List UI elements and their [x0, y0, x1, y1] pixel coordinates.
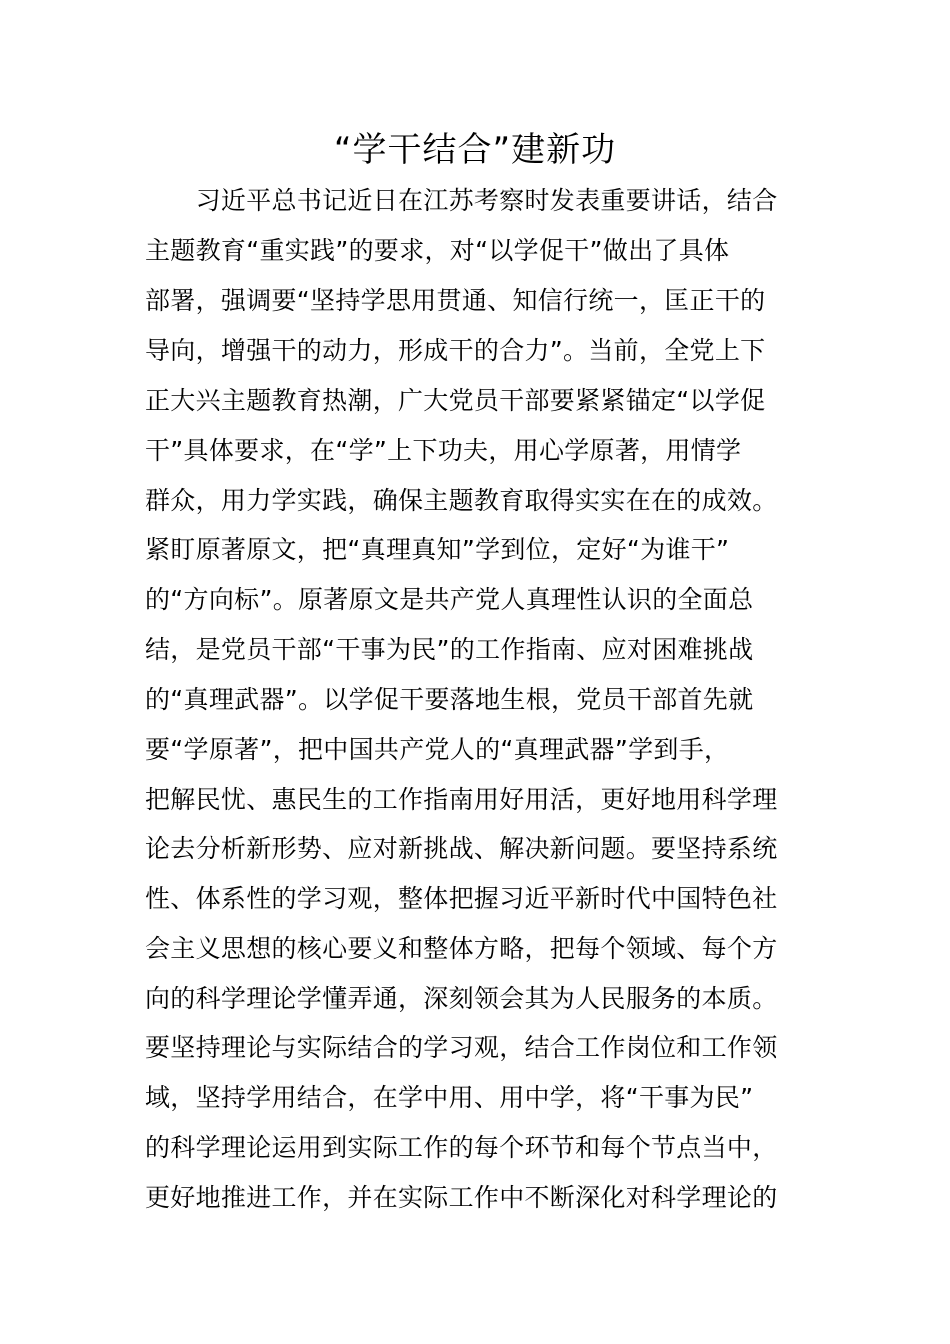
- body-line: 群众，用力学实践，确保主题教育取得实实在在的成效。: [145, 486, 778, 515]
- body-line: 性、体系性的学习观，整体把握习近平新时代中国特色社: [145, 884, 778, 913]
- body-line: 的科学理论运用到实际工作的每个环节和每个节点当中，: [145, 1133, 778, 1162]
- body-line: 正大兴主题教育热潮，广大党员干部要紧紧锚定“以学促: [145, 386, 766, 415]
- body-line: 向的科学理论学懂弄通，深刻领会其为人民服务的本质。: [145, 984, 778, 1013]
- body-line: 更好地推进工作，并在实际工作中不断深化对科学理论的: [145, 1183, 778, 1212]
- body-line: 要坚持理论与实际结合的学习观，结合工作岗位和工作领: [145, 1033, 778, 1062]
- body-line: 主题教育“重实践”的要求，对“以学促干”做出了具体: [145, 236, 730, 265]
- body-line: 结，是党员干部“干事为民”的工作指南、应对困难挑战: [145, 635, 754, 664]
- body-line: 部署，强调要“坚持学思用贯通、知信行统一，匡正干的: [145, 286, 766, 315]
- body-line: 的“真理武器”。以学促干要落地生根，党员干部首先就: [145, 685, 754, 714]
- body-line: 的“方向标”。原著原文是共产党人真理性认识的全面总: [145, 585, 754, 614]
- body-line: 紧盯原著原文，把“真理真知”学到位，定好“为谁干”: [145, 535, 730, 564]
- body-line: 域，坚持学用结合，在学中用、用中学，将“干事为民”: [145, 1083, 754, 1112]
- body-line: 干”具体要求，在“学”上下功夫，用心学原著，用情学: [145, 436, 742, 465]
- body-line: 论去分析新形势、应对新挑战、解决新问题。要坚持系统: [145, 834, 778, 863]
- document-title: “学干结合”建新功: [333, 130, 617, 170]
- body-line: 导向，增强干的动力，形成干的合力”。当前，全党上下: [145, 336, 766, 365]
- body-line: 会主义思想的核心要义和整体方略，把每个领域、每个方: [145, 934, 778, 963]
- body-line: 习近平总书记近日在江苏考察时发表重要讲话，结合: [145, 186, 778, 215]
- body-line: 把解民忧、惠民生的工作指南用好用活，更好地用科学理: [145, 785, 778, 814]
- body-line: 要“学原著”，把中国共产党人的“真理武器”学到手，: [145, 735, 730, 764]
